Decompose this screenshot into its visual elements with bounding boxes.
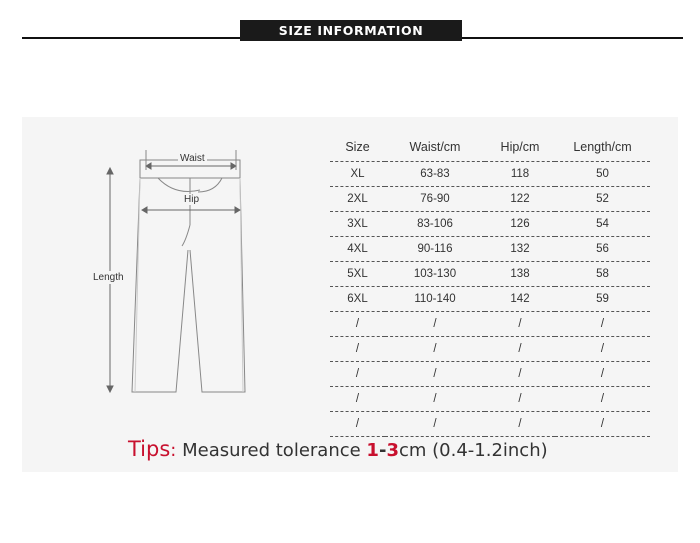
tips-line <box>128 437 548 461</box>
table-cell: / <box>555 387 650 412</box>
table-cell: 52 <box>555 187 650 212</box>
table-cell: / <box>385 387 485 412</box>
length-label: Length <box>93 272 124 283</box>
table-cell: / <box>385 337 485 362</box>
table-cell: / <box>485 387 555 412</box>
table-header-row <box>330 133 650 162</box>
table-row <box>330 162 650 187</box>
table-cell: / <box>555 312 650 337</box>
table-cell: / <box>555 412 650 437</box>
table-cell: 103-130 <box>385 262 485 287</box>
column-header: Length/cm <box>555 133 650 162</box>
table-cell: / <box>385 312 485 337</box>
table-cell: 110-140 <box>385 287 485 312</box>
table-cell: / <box>485 362 555 387</box>
table-row <box>330 337 650 362</box>
table-cell: 54 <box>555 212 650 237</box>
table-row <box>330 412 650 437</box>
table-row <box>330 312 650 337</box>
table-cell: 56 <box>555 237 650 262</box>
table-cell: 6XL <box>330 287 385 312</box>
tips-label: Tips <box>128 437 171 461</box>
tips-inch-note: (0.4-1.2inch) <box>426 440 548 461</box>
table-cell: 5XL <box>330 262 385 287</box>
table-cell: / <box>330 312 385 337</box>
table-cell: / <box>485 412 555 437</box>
table-cell: 118 <box>485 162 555 187</box>
table-cell: 59 <box>555 287 650 312</box>
table-row <box>330 237 650 262</box>
table-cell: / <box>485 312 555 337</box>
hip-label: Hip <box>184 194 200 205</box>
waist-label: Waist <box>180 153 205 164</box>
table-cell: XL <box>330 162 385 187</box>
table-cell: / <box>330 337 385 362</box>
table-cell: / <box>485 337 555 362</box>
table-row <box>330 287 650 312</box>
table-cell: 142 <box>485 287 555 312</box>
table-cell: / <box>385 362 485 387</box>
table-cell: 50 <box>555 162 650 187</box>
tips-range-dash: - <box>378 440 387 461</box>
column-header: Size <box>330 133 385 162</box>
table-body <box>330 162 650 437</box>
table-cell: 90-116 <box>385 237 485 262</box>
tips-unit: cm <box>398 440 427 461</box>
table-row <box>330 212 650 237</box>
table-cell: 76-90 <box>385 187 485 212</box>
table-cell: / <box>385 412 485 437</box>
table-cell: 4XL <box>330 237 385 262</box>
header-title: SIZE INFORMATION <box>240 20 462 41</box>
table-cell: 83-106 <box>385 212 485 237</box>
table-cell: 58 <box>555 262 650 287</box>
table-row <box>330 187 650 212</box>
table-cell: 2XL <box>330 187 385 212</box>
column-header: Hip/cm <box>485 133 555 162</box>
table-cell: / <box>555 337 650 362</box>
tips-range-start: 1 <box>366 440 379 461</box>
size-table <box>330 133 650 437</box>
table-row <box>330 362 650 387</box>
table-cell: / <box>555 362 650 387</box>
tips-range-end: 3 <box>386 440 399 461</box>
tips-colon: : <box>170 440 177 461</box>
table-row <box>330 262 650 287</box>
table-cell: 3XL <box>330 212 385 237</box>
table-cell: / <box>330 362 385 387</box>
table-cell: / <box>330 412 385 437</box>
tips-text: Measured tolerance <box>176 440 367 461</box>
table-cell: 132 <box>485 237 555 262</box>
table-row <box>330 387 650 412</box>
table-cell: 126 <box>485 212 555 237</box>
table-cell: 138 <box>485 262 555 287</box>
column-header: Waist/cm <box>385 133 485 162</box>
table-cell: 122 <box>485 187 555 212</box>
table-cell: / <box>330 387 385 412</box>
table-cell: 63-83 <box>385 162 485 187</box>
